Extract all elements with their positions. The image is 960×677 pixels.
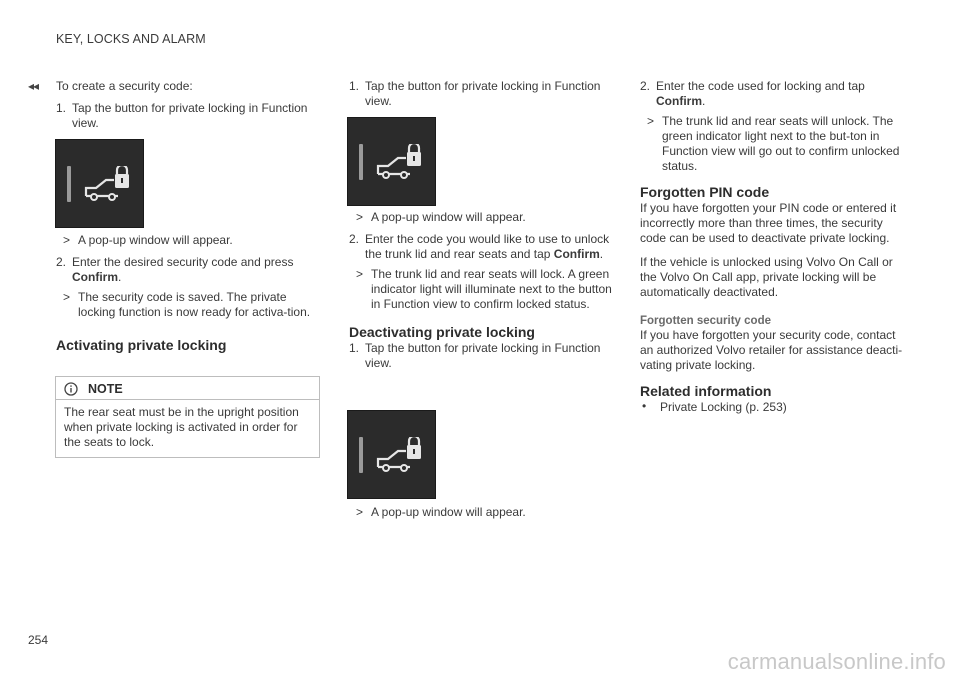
step-1 xyxy=(56,101,326,131)
column-2-cont xyxy=(349,210,619,371)
page-number: 254 xyxy=(28,633,49,647)
note-body: The rear seat must be in the upright position when private locking is activated in order for the seats to lock. xyxy=(64,405,299,449)
confirm-label: Confirm xyxy=(72,270,118,284)
note-box xyxy=(55,376,320,458)
step-2-deactivate xyxy=(640,79,908,109)
result-text: The trunk lid and rear seats will lock. A green indicator light will illuminate next to the button in Function view to confirm locked status. xyxy=(371,267,612,311)
result-marker: > xyxy=(63,233,71,247)
heading-forgotten-security: Forgotten security code xyxy=(640,315,771,327)
related-item[interactable] xyxy=(640,400,908,415)
private-locking-button-image xyxy=(347,117,436,206)
step-text: Tap the button for private locking in Function view. xyxy=(365,341,601,370)
step-text: Tap the button for private locking in Function view. xyxy=(72,101,308,130)
indicator-bar xyxy=(67,166,71,202)
step-number: 1. xyxy=(56,101,67,115)
step-text: Enter the desired security code and press xyxy=(72,255,294,269)
result-marker: > xyxy=(356,505,364,519)
indicator-bar xyxy=(359,437,363,473)
column-3 xyxy=(640,79,908,415)
result-marker: > xyxy=(63,290,71,304)
heading-forgotten-pin: Forgotten PIN code xyxy=(640,184,770,200)
pin-paragraph-2: If the vehicle is unlocked using Volvo On Call or the Volvo On Call app, private locking will be automatically deactivated. xyxy=(640,255,893,299)
step-tail: . xyxy=(118,270,122,284)
step-tail: . xyxy=(599,247,604,261)
confirm-label: Confirm xyxy=(656,94,702,108)
column-1-cont xyxy=(56,233,326,354)
continued-marker: ◂◂ xyxy=(28,79,39,93)
security-paragraph: If you have forgotten your security code, contact an authorized Volvo retailer for assistance deacti-vating private locking. xyxy=(640,328,903,372)
private-locking-button-image xyxy=(55,139,144,228)
column-2 xyxy=(349,79,619,109)
result-marker: > xyxy=(356,210,364,224)
step-1-result xyxy=(349,210,619,225)
car-lock-icon xyxy=(376,144,428,180)
step-1-result xyxy=(56,233,326,248)
step-1-deactivate-result xyxy=(349,505,619,520)
car-lock-icon xyxy=(84,166,136,202)
step-number: 2. xyxy=(56,255,67,269)
step-number: 1. xyxy=(349,341,360,355)
result-text: A pop-up window will appear. xyxy=(371,505,526,519)
result-text: The trunk lid and rear seats will unlock. The green indicator light next to the but-ton in Function view will go out to confirm unlocked status. xyxy=(662,114,900,173)
step-2-result xyxy=(56,290,326,320)
info-icon xyxy=(64,382,78,396)
result-marker: > xyxy=(356,267,364,281)
heading-related: Related information xyxy=(640,383,772,399)
result-text: A pop-up window will appear. xyxy=(371,210,526,224)
confirm-label: Confirm xyxy=(553,247,600,261)
indicator-bar xyxy=(359,144,363,180)
private-locking-button-image xyxy=(347,410,436,499)
car-lock-icon xyxy=(376,437,428,473)
step-text: Enter the code used for locking and tap xyxy=(656,79,865,93)
step-number: 2. xyxy=(640,79,651,93)
column-1 xyxy=(56,79,326,131)
heading-activating: Activating private locking xyxy=(56,337,227,353)
related-link[interactable]: Private Locking (p. 253) xyxy=(660,400,787,414)
step-2-deactivate-result xyxy=(640,114,908,174)
step-1-deactivate xyxy=(349,341,619,371)
step-text: Tap the button for private locking in Function view. xyxy=(365,79,601,108)
step-tail: . xyxy=(702,94,706,108)
watermark: carmanualsonline.info xyxy=(727,649,946,674)
column-2-end xyxy=(349,505,619,520)
heading-deactivating: Deactivating private locking xyxy=(349,324,535,340)
note-title: NOTE xyxy=(88,382,123,396)
bullet-dot: • xyxy=(642,399,647,413)
pin-paragraph-1: If you have forgotten your PIN code or entered it incorrectly more than three times, the security code can be used to deactivate private locking. xyxy=(640,201,897,245)
intro-text: To create a security code: xyxy=(56,79,193,93)
step-number: 2. xyxy=(349,232,360,246)
step-2 xyxy=(349,232,619,262)
page-header: KEY, LOCKS AND ALARM xyxy=(56,32,206,46)
step-number: 1. xyxy=(349,79,360,93)
note-header xyxy=(56,377,319,400)
step-2-result xyxy=(349,267,619,312)
result-text: A pop-up window will appear. xyxy=(78,233,233,247)
result-marker: > xyxy=(647,114,655,128)
result-text: The security code is saved. The private locking function is now ready for activa-tion. xyxy=(78,290,311,319)
step-1 xyxy=(349,79,619,109)
step-2 xyxy=(56,255,326,285)
step-text: Enter the code you would like to use to unlock the trunk lid and rear seats and tap xyxy=(365,232,610,261)
